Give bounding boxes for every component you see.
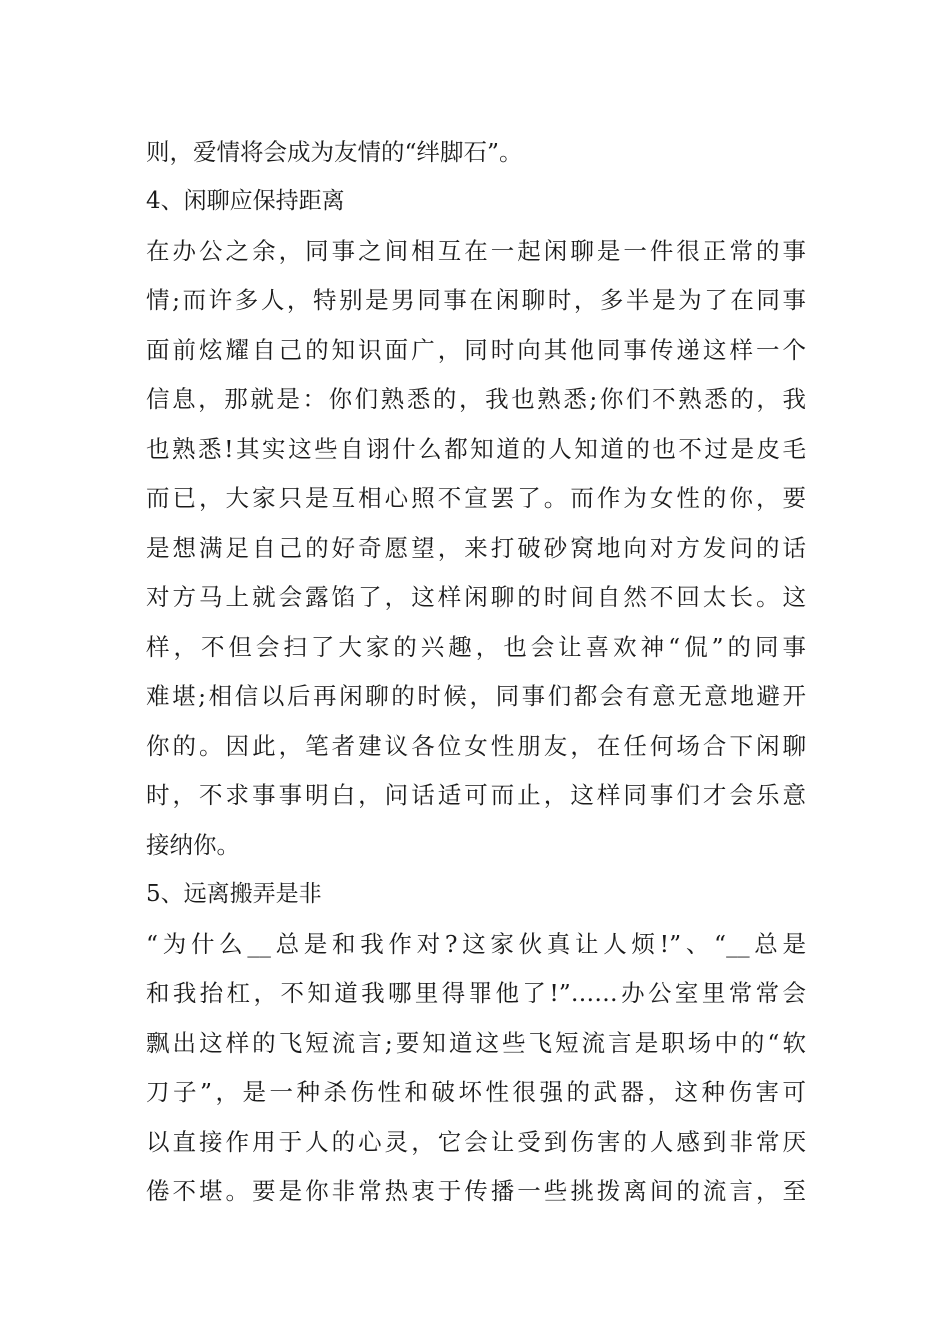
paragraph-line: 是想满足自己的好奇愿望，来打破砂窝地向对方发问的话 [146, 534, 806, 562]
paragraph-line: 在办公之余，同事之间相互在一起闲聊是一件很正常的事 [146, 237, 806, 265]
paragraph-line: 也熟悉!其实这些自诩什么都知道的人知道的也不过是皮毛 [146, 435, 806, 463]
paragraph-line: 你的。因此，笔者建议各位女性朋友，在任何场合下闲聊 [146, 732, 806, 760]
paragraph-line: 时，不求事事明白，问话适可而止，这样同事们才会乐意 [146, 781, 806, 809]
paragraph-line: 则，爱情将会成为友情的“绊脚石”。 [146, 138, 523, 166]
paragraph-line: 对方马上就会露馅了，这样闲聊的时间自然不回太长。这 [146, 583, 806, 611]
section-heading-5: 5、远离搬弄是非 [146, 881, 322, 907]
paragraph-line: “为什么__总是和我作对?这家伙真让人烦!”、“__总是 [146, 930, 806, 958]
paragraph-line: 以直接作用于人的心灵，它会让受到伤害的人感到非常厌 [146, 1128, 806, 1156]
paragraph-line: 样，不但会扫了大家的兴趣，也会让喜欢神“侃”的同事 [146, 633, 806, 661]
paragraph-line: 面前炫耀自己的知识面广，同时向其他同事传递这样一个 [146, 336, 806, 364]
paragraph-line: 倦不堪。要是你非常热衷于传播一些挑拨离间的流言，至 [146, 1177, 806, 1205]
paragraph-line: 接纳你。 [146, 831, 240, 859]
paragraph-line: 难堪;相信以后再闲聊的时候，同事们都会有意无意地避开 [146, 682, 806, 710]
paragraph-line: 信息，那就是：你们熟悉的，我也熟悉;你们不熟悉的，我 [146, 385, 806, 413]
paragraph-line: 和我抬杠，不知道我哪里得罪他了!”……办公室里常常会 [146, 979, 806, 1007]
paragraph-line: 刀子”，是一种杀伤性和破坏性很强的武器，这种伤害可 [146, 1078, 806, 1106]
paragraph-line: 飘出这样的飞短流言;要知道这些飞短流言是职场中的“软 [146, 1029, 806, 1057]
paragraph-line: 而已，大家只是互相心照不宣罢了。而作为女性的你，要 [146, 484, 806, 512]
paragraph-line: 情;而许多人，特别是男同事在闲聊时，多半是为了在同事 [146, 286, 806, 314]
section-heading-4: 4、闲聊应保持距离 [146, 188, 345, 214]
